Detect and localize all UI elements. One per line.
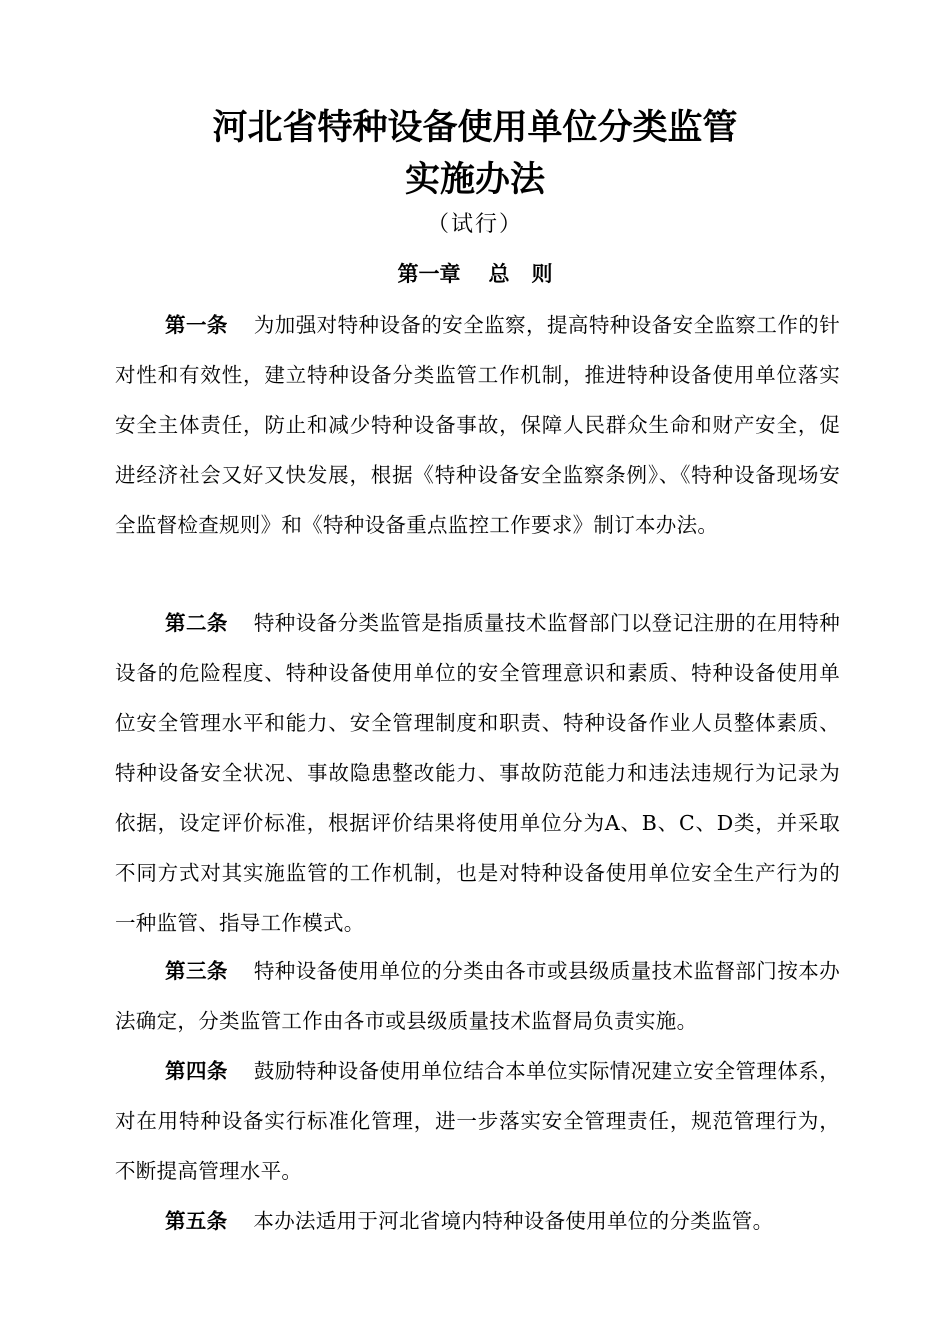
article-2 [115,598,840,948]
article-1-text: 为加强对特种设备的安全监察，提高特种设备安全监察工作的针对性和有效性，建立特种设备分类监管工作机制，推进特种设备使用单位落实安全主体责任，防止和减少特种设备事故，保障人民群众生命和财产安全，促进经济社会又好又快发展，根据《特种设备安全监察条例》、《特种设备现场安全监督检查规则》和《特种设备重点监控工作要求》制订本办法。 [115,313,840,537]
article-5-label: 第五条 [165,1209,228,1233]
article-5-text: 本办法适用于河北省境内特种设备使用单位的分类监管。 [253,1209,774,1233]
article-2-label: 第二条 [165,611,228,635]
chapter-title-second-char: 则 [531,261,553,286]
chapter-heading [0,258,950,290]
article-4 [115,1046,840,1196]
article-2-text: 特种设备分类监管是指质量技术监督部门以登记注册的在用特种设备的危险程度、特种设备使用单位的安全管理意识和素质、特种设备使用单位安全管理水平和能力、安全管理制度和职责、特种设备作业人员整体素质、特种设备安全状况、事故隐患整改能力、事故防范能力和违法违规行为记录为依据，设定评价标准，根据评价结果将使用单位分为A、B、C、D类，并采取不同方式对其实施监管的工作机制，也是对特种设备使用单位安全生产行为的一种监管、指导工作模式。 [115,611,840,935]
chapter-number: 第一章 [397,261,461,286]
article-3-label: 第三条 [165,959,228,983]
article-3-text: 特种设备使用单位的分类由各市或县级质量技术监督部门按本办法确定，分类监管工作由各市或县级质量技术监督局负责实施。 [115,959,840,1033]
article-1 [115,300,840,550]
article-5 [115,1196,840,1246]
article-4-text: 鼓励特种设备使用单位结合本单位实际情况建立安全管理体系，对在用特种设备实行标准化管理，进一步落实安全管理责任，规范管理行为，不断提高管理水平。 [115,1059,840,1183]
article-4-label: 第四条 [165,1059,228,1083]
chapter-title-first-char: 总 [488,261,510,286]
document-title-line-2: 实施办法 [404,160,545,200]
article-3 [115,946,840,1046]
document-subtitle: （试行） [426,212,523,237]
article-1-label: 第一条 [165,313,228,337]
document-title-line-1: 河北省特种设备使用单位分类监管 [212,108,738,148]
